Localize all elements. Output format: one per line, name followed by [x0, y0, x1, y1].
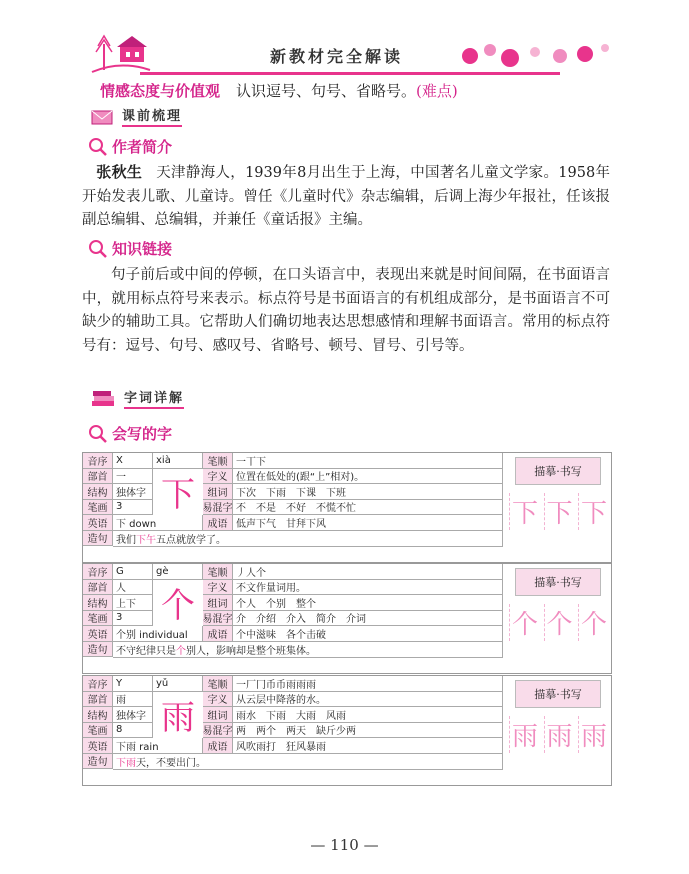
character-card — [82, 452, 612, 563]
label-sentence: 造句 — [83, 531, 113, 547]
char-stroke-order: 一厂冂币币雨雨雨 — [233, 676, 503, 692]
char-words: 雨水 下雨 大雨 风雨 — [233, 707, 503, 723]
label-order: 音序 — [83, 676, 113, 692]
trace-character: 雨 — [509, 716, 540, 753]
label-idiom: 成语 — [203, 515, 233, 531]
label-confusable: 易混字 — [203, 500, 233, 516]
char-sentence — [113, 754, 503, 771]
knowledge-heading: 知识链接 — [88, 238, 172, 259]
label-strokes: 笔画 — [83, 500, 113, 516]
section-words — [90, 386, 184, 410]
char-structure: 上下 — [113, 595, 153, 611]
char-meaning: 不文作量词用。 — [233, 580, 503, 596]
trace-writing-box — [503, 564, 611, 673]
trace-character: 雨 — [578, 716, 609, 753]
trace-writing-box — [503, 676, 611, 785]
label-english: 英语 — [83, 626, 113, 642]
sentence-text: 别人，影响却是整个班集体。 — [186, 645, 316, 657]
books-icon — [90, 387, 118, 409]
char-structure: 独体字 — [113, 484, 153, 500]
label-stroke-order: 笔顺 — [203, 453, 233, 469]
magnifier-icon — [88, 239, 108, 259]
char-meaning: 位置在低处的(跟“上”相对)。 — [233, 469, 503, 485]
char-confusable: 不 不是 不好 不慌不忙 — [233, 500, 503, 516]
char-words: 下次 下雨 下课 下班 — [233, 484, 503, 500]
label-stroke-order: 笔顺 — [203, 676, 233, 692]
sentence-text: 我们 — [116, 534, 136, 546]
label-structure: 结构 — [83, 595, 113, 611]
char-pinyin: yǔ — [153, 676, 203, 692]
label-confusable: 易混字 — [203, 723, 233, 739]
char-pinyin: xià — [153, 453, 203, 469]
char-radical: 人 — [113, 580, 153, 596]
big-character: 下 — [161, 475, 195, 516]
char-english: 下 down — [113, 515, 203, 531]
char-order: Y — [113, 676, 153, 692]
section-words-title: 字词详解 — [124, 387, 184, 409]
label-radical: 部首 — [83, 580, 113, 596]
char-english: 下雨 rain — [113, 738, 203, 754]
label-words: 组词 — [203, 595, 233, 611]
label-words: 组词 — [203, 484, 233, 500]
header-divider — [140, 72, 560, 75]
char-radical: 雨 — [113, 692, 153, 708]
house-illustration-icon — [90, 30, 170, 74]
label-radical: 部首 — [83, 692, 113, 708]
trace-label: 描摹·书写 — [515, 568, 601, 596]
label-structure: 结构 — [83, 484, 113, 500]
character-card — [82, 675, 612, 786]
sentence-highlight: 个 — [176, 645, 186, 657]
sentence-text: 不守纪律只是 — [116, 645, 176, 657]
char-strokes: 8 — [113, 723, 153, 739]
write-heading: 会写的字 — [88, 423, 172, 444]
author-heading: 作者简介 — [88, 136, 172, 157]
trace-character: 雨 — [544, 716, 575, 753]
label-sentence: 造句 — [83, 754, 113, 770]
label-order: 音序 — [83, 453, 113, 469]
trace-label: 描摹·书写 — [515, 457, 601, 485]
label-strokes: 笔画 — [83, 723, 113, 739]
label-english: 英语 — [83, 738, 113, 754]
char-idiom: 个中滋味 各个击破 — [233, 626, 503, 642]
char-confusable: 介 介绍 介入 简介 介词 — [233, 611, 503, 627]
trace-label: 描摹·书写 — [515, 680, 601, 708]
learning-goal — [100, 80, 458, 101]
trace-characters — [509, 604, 609, 641]
label-structure: 结构 — [83, 707, 113, 723]
char-idiom: 风吹雨打 狂风暴雨 — [233, 738, 503, 754]
sentence-highlight: 下午 — [136, 534, 156, 546]
magnifier-icon — [88, 137, 108, 157]
char-structure: 独体字 — [113, 707, 153, 723]
char-english: 个别 individual — [113, 626, 203, 642]
knowledge-paragraph: 句子前后或中间的停顿，在口头语言中，表现出来就是时间间隔，在书面语言中，就用标点符号来表示。标点符号是书面语言的有机组成部分，是书面语言不可缺少的辅助工具。它帮助人们确切地表达思想感情和理解书面语言。常用的标点符号有：逗号、句号、感叹号、省略号、顿号、冒号、引号等。 — [82, 267, 610, 354]
char-stroke-order: 一丅下 — [233, 453, 503, 469]
goal-difficulty: (难点) — [416, 82, 458, 100]
sentence-text: 五点就放学了。 — [156, 534, 226, 546]
trace-characters — [509, 493, 609, 530]
char-strokes: 3 — [113, 611, 153, 627]
trace-character: 个 — [544, 604, 575, 641]
trace-character: 个 — [509, 604, 540, 641]
label-idiom: 成语 — [203, 738, 233, 754]
char-words: 个人 个别 整个 — [233, 595, 503, 611]
char-meaning: 从云层中降落的水。 — [233, 692, 503, 708]
char-strokes: 3 — [113, 500, 153, 516]
sentence-text: 天，不要出门。 — [136, 757, 206, 769]
section-pre-class-title: 课前梳理 — [122, 105, 182, 127]
page-number: — 110 — — [310, 836, 379, 854]
label-stroke-order: 笔顺 — [203, 564, 233, 580]
label-strokes: 笔画 — [83, 611, 113, 627]
header-title: 新教材完全解读 — [270, 47, 404, 66]
trace-writing-box — [503, 453, 611, 562]
label-meaning: 字义 — [203, 580, 233, 596]
magnifier-icon — [88, 424, 108, 444]
page-header — [80, 30, 620, 76]
author-paragraph — [82, 161, 610, 233]
envelope-icon — [90, 105, 116, 127]
char-sentence — [113, 642, 503, 659]
label-meaning: 字义 — [203, 692, 233, 708]
label-meaning: 字义 — [203, 469, 233, 485]
char-stroke-order: 丿人个 — [233, 564, 503, 580]
trace-character: 下 — [544, 493, 575, 530]
big-character: 雨 — [161, 698, 195, 739]
label-idiom: 成语 — [203, 626, 233, 642]
character-card — [82, 563, 612, 674]
author-name: 张秋生 — [96, 163, 143, 181]
char-pinyin: gè — [153, 564, 203, 580]
big-character: 个 — [161, 586, 195, 627]
trace-characters — [509, 716, 609, 753]
label-sentence: 造句 — [83, 642, 113, 658]
char-idiom: 低声下气 甘拜下风 — [233, 515, 503, 531]
trace-character: 下 — [578, 493, 609, 530]
flower-decoration-icon — [450, 32, 620, 72]
section-pre-class — [90, 104, 182, 128]
author-text: 天津静海人，1939年8月出生于上海，中国著名儿童文学家。1958年开始发表儿歌、儿童诗。曾任《儿童时代》杂志编辑，后调上海少年报社，任该报副总编辑、总编辑，并兼任《童话报》主编。 — [82, 165, 610, 228]
label-confusable: 易混字 — [203, 611, 233, 627]
label-radical: 部首 — [83, 469, 113, 485]
trace-character: 下 — [509, 493, 540, 530]
trace-character: 个 — [578, 604, 609, 641]
char-radical: 一 — [113, 469, 153, 485]
goal-label: 情感态度与价值观 — [100, 82, 221, 100]
label-words: 组词 — [203, 707, 233, 723]
label-order: 音序 — [83, 564, 113, 580]
char-sentence — [113, 531, 503, 548]
char-order: G — [113, 564, 153, 580]
char-order: X — [113, 453, 153, 469]
label-english: 英语 — [83, 515, 113, 531]
goal-text: 认识逗号、句号、省略号。 — [236, 82, 417, 100]
char-confusable: 两 两个 两天 缺斤少两 — [233, 723, 503, 739]
sentence-highlight: 下雨 — [116, 757, 136, 769]
